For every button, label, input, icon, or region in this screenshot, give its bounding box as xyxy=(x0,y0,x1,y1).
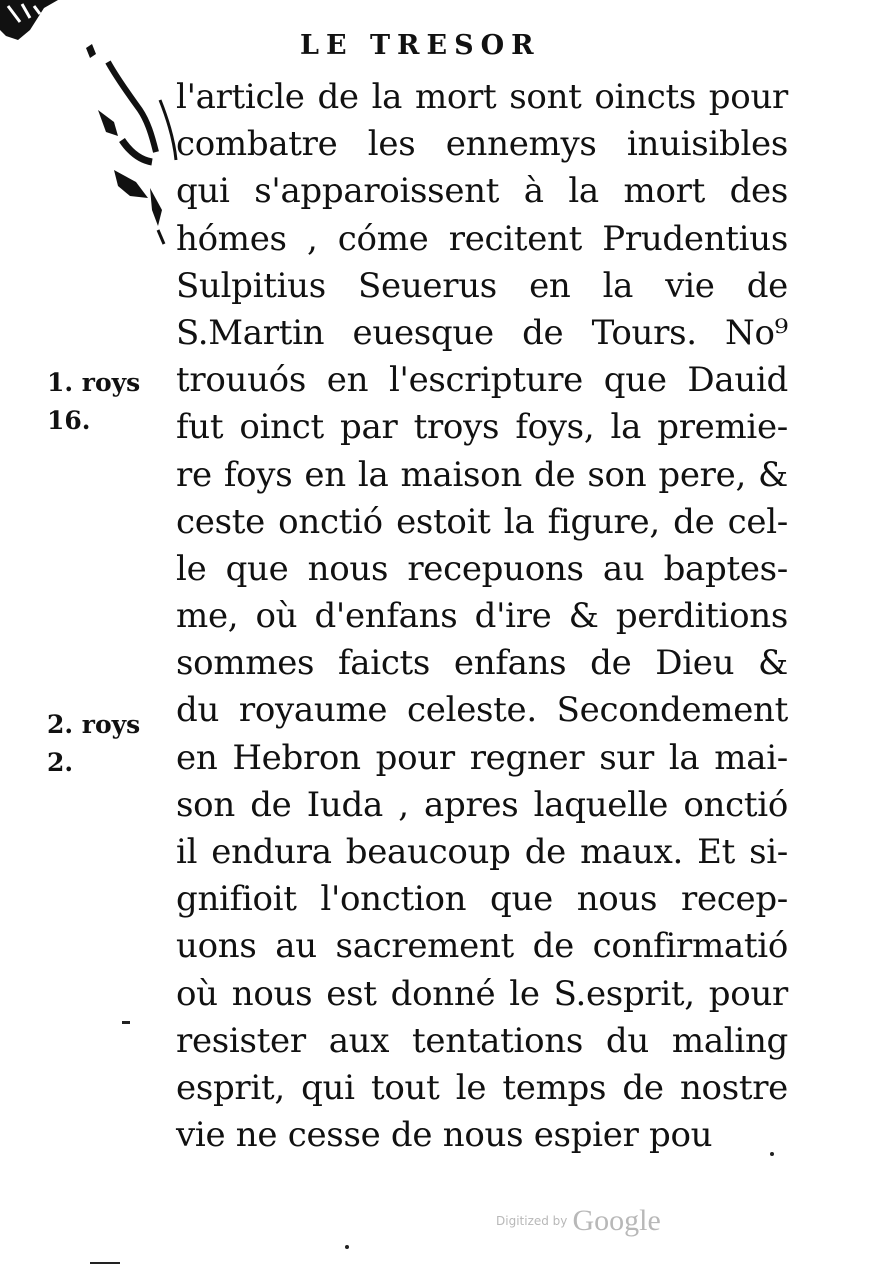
text-line: son de Iuda , apres laquelle onctió xyxy=(176,784,788,825)
page-edge-mark xyxy=(90,1262,120,1264)
text-line: resister aux tentations du maling xyxy=(176,1020,788,1061)
stray-ink-dot xyxy=(770,1152,774,1156)
text-line: re foys en la maison de son pere, & xyxy=(176,454,788,495)
text-line: esprit, qui tout le temps de nostre xyxy=(176,1067,788,1108)
marginal-note-2-roys-2 xyxy=(47,706,140,782)
text-line: qui s'apparoissent à la mort des xyxy=(176,171,788,212)
text-line: me, où d'enfans d'ire & perditions xyxy=(176,596,788,637)
text-line: uons au sacrement de confirmatió xyxy=(176,926,788,967)
text-line: où nous est donné le S.esprit, pour xyxy=(176,973,788,1014)
text-line: trouuós en l'escripture que Dauid xyxy=(176,360,788,401)
marginal-note-reference: 2. roys xyxy=(47,710,141,739)
page-wear-marks xyxy=(78,40,188,250)
text-line: hómes , cóme recitent Prudentius xyxy=(176,218,788,259)
corner-damage-mark xyxy=(0,0,58,42)
text-line: fut oinct par troys foys, la premie- xyxy=(176,407,788,448)
marginal-note-chapter: 16. xyxy=(47,406,91,435)
text-line: l'article de la mort sont oincts pour xyxy=(176,77,788,117)
marginal-note-chapter: 2. xyxy=(47,748,74,777)
text-line: le que nous recepuons au baptes- xyxy=(176,548,788,589)
marginal-note-reference: 1. roys xyxy=(47,368,141,397)
text-line: il endura beaucoup de maux. Et si- xyxy=(176,832,788,872)
text-line: Sulpitius Seuerus en la vie de xyxy=(176,265,788,306)
google-logo: Google xyxy=(572,1204,661,1237)
watermark-prefix: Digitized by xyxy=(496,1214,568,1228)
stray-ink-dot xyxy=(345,1245,349,1249)
marginal-note-1-roys-16 xyxy=(47,364,140,440)
text-line: gnifioit l'onction que nous recep- xyxy=(176,879,788,920)
stray-ink-mark xyxy=(122,1021,130,1024)
text-line: sommes faicts enfans de Dieu & xyxy=(176,643,788,684)
digitization-watermark xyxy=(496,1204,661,1238)
text-line: combatre les ennemys inuisibles xyxy=(176,124,788,165)
text-line: ceste onctió estoit la figure, de cel- xyxy=(176,501,788,542)
text-line: S.Martin euesque de Tours. No⁹ xyxy=(176,312,788,353)
text-line: vie ne cesse de nous espier pou xyxy=(176,1115,713,1156)
text-line: en Hebron pour regner sur la mai- xyxy=(176,737,788,778)
body-text xyxy=(176,74,788,1159)
text-line: du royaume celeste. Secondement xyxy=(176,690,788,731)
running-head: LE TRESOR xyxy=(300,30,541,61)
